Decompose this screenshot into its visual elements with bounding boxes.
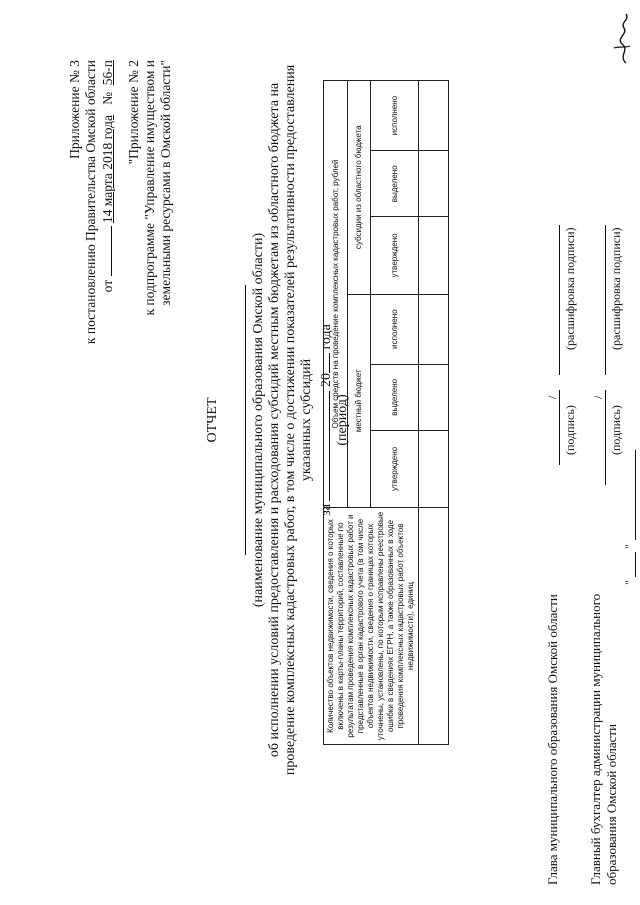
funds-group-header: Объем средств на проведение комплексных кадастровых работ, рублей — [324, 81, 348, 508]
table-cell[interactable] — [419, 217, 449, 294]
title-line1: об исполнении условий предоставления и расходования субсидий местным бюджетам из областного бюджета на — [267, 82, 282, 758]
local-approved-header: утверждено — [371, 430, 419, 507]
table-cell[interactable] — [419, 364, 449, 430]
table-cell[interactable] — [419, 294, 449, 364]
local-executed-header: исполнено — [371, 294, 419, 364]
accountant-sign-line — [605, 390, 606, 485]
head-sign-line — [559, 390, 560, 465]
report-table — [323, 80, 449, 745]
report-table-wrap — [323, 80, 449, 745]
period-caption: (период) — [335, 394, 350, 446]
table-cell[interactable] — [419, 151, 449, 217]
title-line3: указанных субсидий — [299, 358, 314, 482]
subprogram-line2: земельными ресурсами в Омской области" — [158, 60, 173, 306]
period-suffix: года — [319, 324, 334, 350]
head-slash: / — [545, 395, 559, 399]
decree-number: 56-п — [100, 60, 115, 86]
annex-date-line — [99, 60, 116, 500]
accountant-slash: / — [591, 395, 605, 399]
accountant-decode-caption: (расшифровка подписи) — [609, 227, 623, 350]
head-signature-label: Глава муниципального образования Омской области — [545, 594, 560, 885]
accountant-line1: Главный бухгалтер администрации муниципального — [588, 593, 603, 885]
org-name-caption: (наименование муниципального образования Омской области) — [251, 232, 266, 608]
accountant-sign-caption: (подпись) — [609, 405, 623, 455]
head-decode-line — [559, 225, 560, 375]
subprogram-line1: к подпрограмме "Управление имуществом и — [142, 60, 157, 316]
date-quote-close: " — [622, 544, 636, 549]
regional-subsidy-header: субсидии из областного бюджета — [347, 81, 371, 295]
annex-decree: к постановлению Правительства Омской области — [83, 60, 98, 345]
date-prefix: от — [100, 279, 115, 293]
report-heading: ОТЧЕТ — [205, 397, 220, 443]
rotated-document — [55, 25, 640, 885]
table-cell[interactable] — [419, 430, 449, 507]
title-line2: проведение комплексных кадастровых работ, в том числе о достижении показателей результативности предоставления — [283, 64, 298, 776]
head-decode-caption: (расшифровка подписи) — [563, 227, 577, 350]
regional-approved-header: утверждено — [371, 217, 419, 294]
accountant-line2: образования Омской области — [604, 723, 619, 885]
regional-allocated-header: выделено — [371, 151, 419, 217]
number-label: № — [100, 91, 115, 105]
date-underline — [99, 227, 112, 277]
decree-date: 14 марта 2018 года — [100, 115, 115, 224]
table-row — [419, 81, 449, 745]
head-sign-caption: (подпись) — [563, 405, 577, 455]
period-year-prefix: 20 — [319, 373, 334, 388]
accountant-decode-line — [605, 225, 606, 375]
annex-header — [67, 60, 174, 500]
annex-number: Приложение № 3 — [67, 60, 82, 159]
table-cell[interactable] — [419, 508, 449, 745]
table-cell[interactable] — [419, 81, 449, 151]
objects-count-header: Количество объектов недвижимости, сведения о которых включены в карты-планы территорий, составленные по результатам проведения комплексных кадастровых работ и представленные в орган кадастрового учета (в том числе объектов недвижимости, сведения о границах которых уточнены, установлены, по которым исправлены реестровые ошибки в сведениях ЕГРН, а также образованных в ходе проведения комплексных кадастровых работ объектов недвижимости), единиц — [324, 508, 419, 745]
local-budget-header: местный бюджет — [347, 294, 371, 507]
date-day-line — [635, 552, 636, 577]
subprogram-annex: "Приложение № 2 — [126, 60, 141, 165]
period-prefix: за — [319, 504, 334, 516]
regional-executed-header: исполнено — [371, 81, 419, 151]
date-month-line — [635, 450, 636, 540]
local-allocated-header: выделено — [371, 364, 419, 430]
date-quote-open: " — [622, 580, 636, 585]
org-name-blank — [231, 55, 251, 785]
